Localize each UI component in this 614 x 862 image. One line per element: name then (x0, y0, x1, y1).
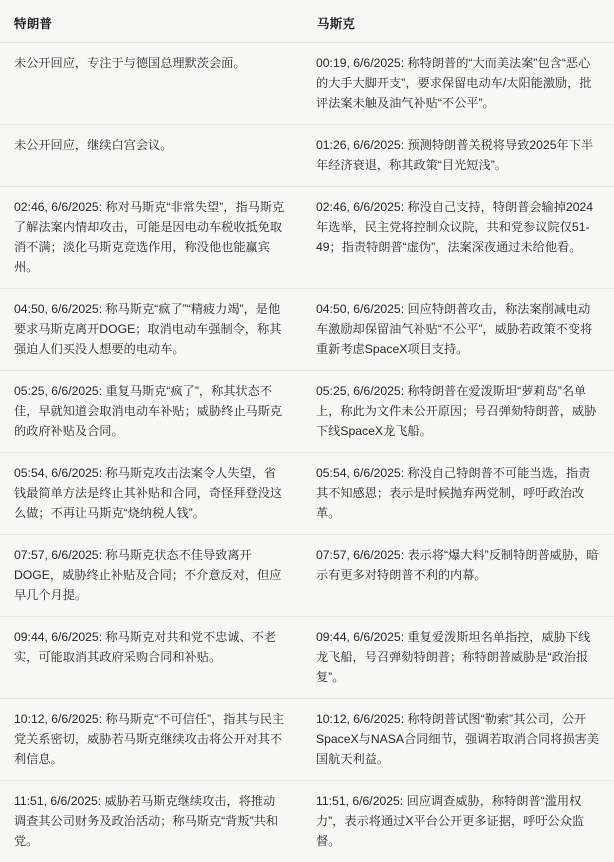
table-row (0, 453, 614, 535)
table-row (0, 617, 614, 699)
table-row (0, 289, 614, 371)
cell-trump: 07:57, 6/6/2025: 称马斯克状态不佳导致离开DOGE，威胁终止补贴及合同；不介意反对，但应早几个月提。 (0, 535, 303, 617)
cell-trump: 未公开回应，继续白宫会议。 (0, 125, 303, 187)
cell-musk: 05:54, 6/6/2025: 称没自己特朗普不可能当选，指责其不知感恩；表示是时候抛弃两党制，呼吁政治改革。 (303, 453, 614, 535)
cell-musk: 02:46, 6/6/2025: 称没自己支持，特朗普会输掉2024年选举，民主党将控制众议院，共和党参议院仅51-49；指责特朗普“虚伪”，法案深夜通过未给他看。 (303, 187, 614, 289)
cell-musk: 00:19, 6/6/2025: 称特朗普的“大而美法案”包含“恶心的大手大脚开支”，要求保留电动车/太阳能激励，批评法案未触及油气补贴“不公平”。 (303, 43, 614, 125)
cell-musk: 11:51, 6/6/2025: 回应调查威胁，称特朗普“滥用权力”，表示将通过X平台公开更多证据，呼吁公众监督。 (303, 781, 614, 862)
cell-trump: 09:44, 6/6/2025: 称马斯克对共和党不忠诚、不老实，可能取消其政府采购合同和补贴。 (0, 617, 303, 699)
table-row (0, 781, 614, 862)
cell-musk: 01:26, 6/6/2025: 预测特朗普关税将导致2025年下半年经济衰退，称其政策“目光短浅”。 (303, 125, 614, 187)
table-row (0, 187, 614, 289)
cell-musk: 05:25, 6/6/2025: 称特朗普在爱泼斯坦“萝莉岛”名单上，称此为文件未公开原因；号召弹劾特朗普，威胁下线SpaceX龙飞船。 (303, 371, 614, 453)
cell-trump: 05:25, 6/6/2025: 重复马斯克“疯了”，称其状态不佳，早就知道会取消电动车补贴；威胁终止马斯克的政府补贴及合同。 (0, 371, 303, 453)
table-body (0, 43, 614, 862)
cell-musk: 09:44, 6/6/2025: 重复爱泼斯坦名单指控，威胁下线龙飞船，号召弹劾特朗普；称特朗普威胁是“政治报复”。 (303, 617, 614, 699)
cell-trump: 04:50, 6/6/2025: 称马斯克“疯了”“精疲力竭”，是他要求马斯克离开DOGE；取消电动车强制令，称其强迫人们买没人想要的电动车。 (0, 289, 303, 371)
table-row (0, 371, 614, 453)
table-row (0, 125, 614, 187)
cell-trump: 未公开回应，专注于与德国总理默茨会面。 (0, 43, 303, 125)
column-header-trump: 特朗普 (0, 0, 303, 43)
cell-musk: 07:57, 6/6/2025: 表示将“爆大料”反制特朗普威胁，暗示有更多对特朗普不利的内幕。 (303, 535, 614, 617)
table-header-row (0, 0, 614, 43)
table-header (0, 0, 614, 43)
cell-trump: 05:54, 6/6/2025: 称马斯克攻击法案令人失望，省钱最简单方法是终止其补贴和合同，奇怪拜登没这么做；不再让马斯克“烧纳税人钱”。 (0, 453, 303, 535)
cell-trump: 02:46, 6/6/2025: 称对马斯克“非常失望”，指马斯克了解法案内情却攻击，可能是因电动车税收抵免取消不满；淡化马斯克竞选作用，称没他也能赢宾州。 (0, 187, 303, 289)
column-header-musk: 马斯克 (303, 0, 614, 43)
table-row (0, 43, 614, 125)
cell-musk: 04:50, 6/6/2025: 回应特朗普攻击，称法案削减电动车激励却保留油气补贴“不公平”，威胁若政策不变将重新考虑SpaceX项目支持。 (303, 289, 614, 371)
table-row (0, 535, 614, 617)
table-row (0, 699, 614, 781)
cell-trump: 10:12, 6/6/2025: 称马斯克“不可信任”，指其与民主党关系密切，威胁若马斯克继续攻击将公开对其不利信息。 (0, 699, 303, 781)
cell-trump: 11:51, 6/6/2025: 威胁若马斯克继续攻击，将推动调查其公司财务及政治活动；称马斯克“背叛”共和党。 (0, 781, 303, 862)
cell-musk: 10:12, 6/6/2025: 称特朗普试图“勒索”其公司，公开SpaceX与NASA合同细节，强调若取消合同将损害美国航天利益。 (303, 699, 614, 781)
